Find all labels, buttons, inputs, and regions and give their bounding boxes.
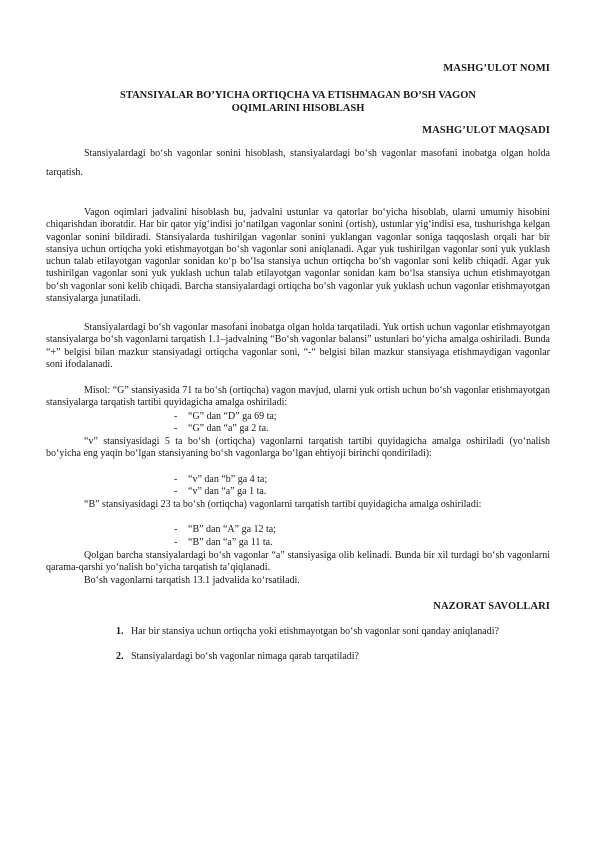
list-item: - “G” dan “a” ga 2 ta. [174,423,269,434]
list-item: - “v” dan “b” ga 4 ta; [174,474,268,485]
list-item: - “G” dan “D” ga 69 ta; [174,411,277,422]
paragraph-remaining: Qolgan barcha stansiyalardagi bo‘sh vagonlar “a” stansiyasiga olib kelinadi. Bunda bir xil turdagi bo‘sh vagonlarni qarama-qarshi yo‘nalish bo‘yicha tarqatish ta’qiqlanadi. [46,550,550,574]
paragraph-example-g: Misol: “G” stansiyasida 71 ta bo‘sh (ortiqcha) vagon mavjud, ularni yuk ortish uchun bo‘sh vagonlar etishmayotgan stansiyalarga tarqatish tartibi quyidagicha amalga oshiriladi: [46,385,550,409]
paragraph-table-ref: Bo‘sh vagonlarni tarqatish 13.1 jadvalida ko‘rsatiladi. [84,575,300,586]
document-title-line2: OQIMLARINI HISOBLASH [231,103,365,114]
question-item: 2. Stansiyalardagi bo‘sh vagonlar nimaga qarab tarqatiladi? [116,651,359,662]
goal-paragraph: Stansiyalardagi bo‘sh vagonlar sonini hisoblash, stansiyalardagi bo‘sh vagonlar masofani inobatga olgan holda tarqatish. [46,148,550,178]
paragraph-example-b: “B” stansiyasidagi 23 ta bo‘sh (ortiqcha) vagonlarni tarqatish tartibi quyidagicha amalga oshiriladi: [84,499,482,510]
paragraph-distribution: Stansiyalardagi bo‘sh vagonlar masofani inobatga olgan holda tarqatiladi. Yuk ortish uchun vagonlar etishmayotgan stansiyalarga bo‘sh vagonlarni tarqatish 1.1–jadvalning “Bo‘sh vagonlar balansi” ustunlari bo‘yicha amalga oshiriladi. Bunda “+” belgisi bilan mazkur stansiyadagi ortiqcha vagonlar soni, “-“ belgisi bilan mazkur stansiyaga etishmaydigan vagonlar soni ifodalanadi. [46,322,550,370]
question-item: 1. Har bir stansiya uchun ortiqcha yoki etishmayotgan bo‘sh vagonlar soni qanday aniqlanadi? [116,626,499,637]
section-header-goal: MASHG’ULOT MAQSADI [422,125,550,136]
document-title-line1: STANSIYALAR BO’YICHA ORTIQCHA VA ETISHMAGAN BO’SH VAGON [120,90,476,101]
list-item: - “v” dan “a” ga 1 ta. [174,486,267,497]
list-item: - “B” dan “A” ga 12 ta; [174,524,277,535]
list-item: - “B” dan “a” ga 11 ta. [174,537,273,548]
document-title [46,89,550,115]
paragraph-example-v: “v” stansiyasidagi 5 ta bo‘sh (ortiqcha) vagonlarni tarqatish tartibi quyidagicha amalga oshiriladi (yo‘nalish bo‘yicha eng yaqin bo‘lgan stansiyaning bo‘sh vagonlarga bo‘lgan ehtiyoji birinchi qondiriladi): [46,436,550,460]
paragraph-flow-table: Vagon oqimlari jadvalini hisoblash bu, jadvalni ustunlar va qatorlar bo‘yicha hisoblab, ularni umumiy hisobini chiqarishdan iboratdir. Har bir qator yig‘indisi jo‘natilgan vagonlar sonini (ortish), ustunlar yig‘indisi esa, tushurishga kelgan vagonlar sonini bildiradi. Stansiyalarda tushirilgan vagonlar sonini yuklangan vagonlar soniga taqqoslash orqali har bir stansiya uchun ortiqcha yoki etishmayotgan bo‘sh vagonlar soni aniqlanadi. Agar yuk tushirilgan vagonlar soni yuk yuklash uchun talab etilayotgan vagonlar sonidan ko‘p bo‘lsa stansiya uchun ortiqcha bo‘sh vagonlar soni kelib chiqadi. Agar yuk tushirilgan vagonlar soni yuk yuklash uchun talab etilayotgan vagonlar sonidan kam bo‘lsa stansiya uchun etishmayotgan bo‘sh vagonlar soni kelib chiqadi. Barcha stansiyalardagi ortiqcha bo‘sh vagonlar yuk yuklash uchun vagonlar etishmayotgan stansiyalarga junatiladi. [46,207,550,305]
section-header-topic: MASHG’ULOT NOMI [443,63,550,74]
section-header-control: NAZORAT SAVOLLARI [433,601,550,612]
